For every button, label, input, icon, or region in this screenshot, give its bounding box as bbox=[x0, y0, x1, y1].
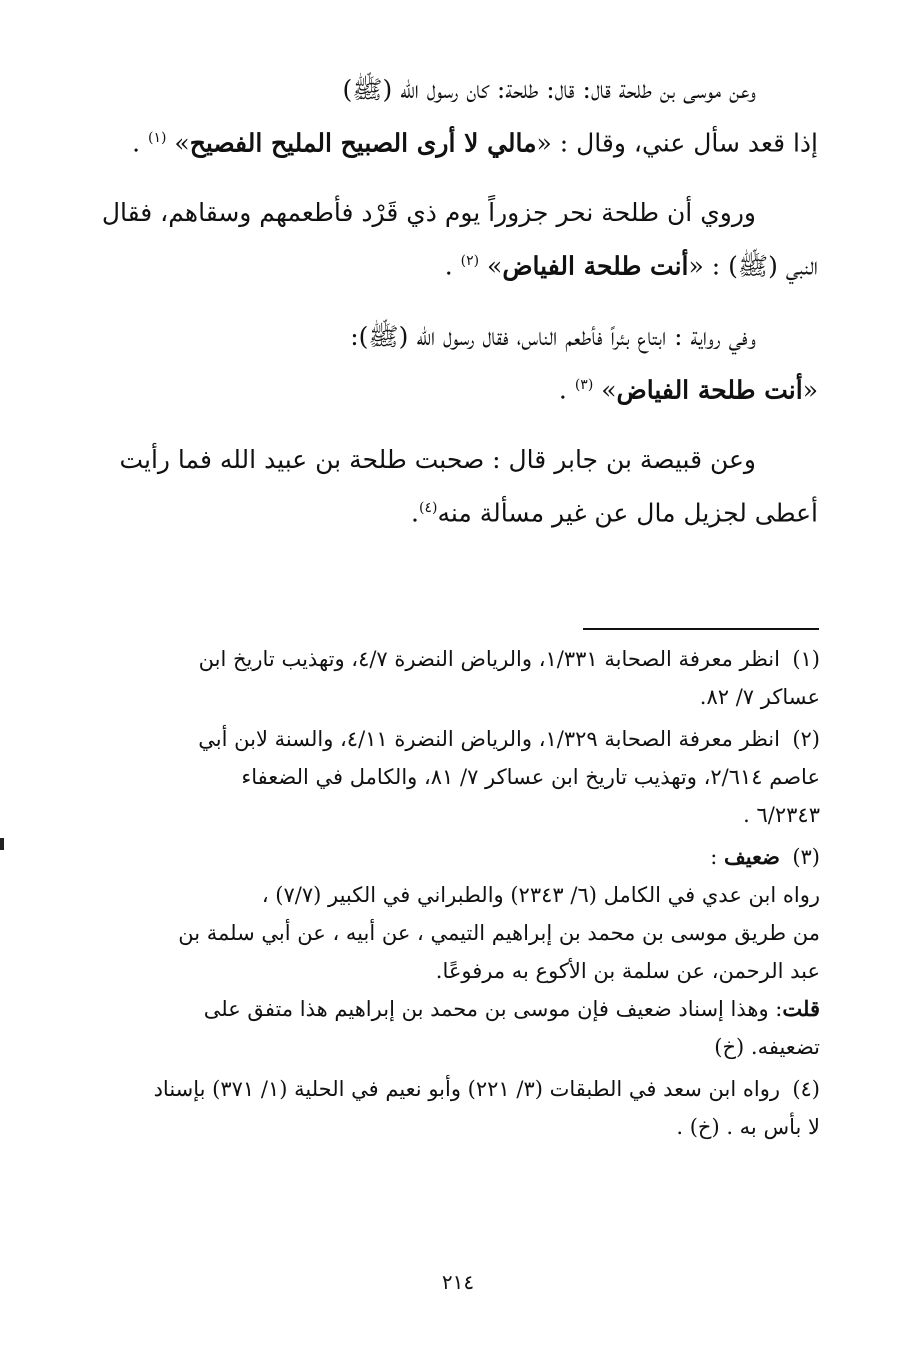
footnote-text: من طريق موسى بن محمد بن إبراهيم التيمي ، عن أبيه ، عن أبي سلمة بن bbox=[178, 921, 820, 945]
hadith-quote-3: أنت طلحة الفياض bbox=[616, 374, 803, 404]
paragraph-3 bbox=[100, 313, 818, 414]
footnote-text: عساكر ٧/ ٨٢. bbox=[699, 685, 820, 709]
paragraph-1 bbox=[100, 66, 818, 167]
footnote-text: انظر معرفة الصحابة ١/٣٢٩، والرياض النضرة ٤/١١، والسنة لابن أبي bbox=[198, 727, 780, 751]
footnote-separator bbox=[583, 628, 819, 630]
footnote-text: لا بأس به . (خ) . bbox=[676, 1115, 820, 1139]
footnote-number: (٤) bbox=[792, 1077, 820, 1101]
footnote-4 bbox=[100, 1070, 820, 1146]
p4-text: أعطى لجزيل مال عن غير مسألة منه bbox=[437, 498, 818, 528]
quote-close: » bbox=[174, 128, 190, 158]
footnote-number: (٣) bbox=[792, 845, 820, 869]
period: . bbox=[411, 498, 419, 528]
p3-line-2 bbox=[100, 361, 818, 414]
footnote-ref-2[interactable]: (٢) bbox=[460, 253, 480, 270]
period: . bbox=[132, 128, 148, 158]
footnote-ref-1[interactable]: (١) bbox=[147, 130, 167, 146]
footnote-2 bbox=[100, 720, 820, 834]
p4-line-2 bbox=[100, 484, 818, 537]
footnote-text: رواه ابن سعد في الطبقات (٣/ ٢٢١) وأبو نعيم في الحلية (١/ ٣٧١) بإسناد bbox=[153, 1077, 780, 1101]
footnotes bbox=[100, 640, 820, 1150]
editor-note-label: قلت bbox=[782, 996, 820, 1021]
p2-line-1: وروي أن طلحة نحر جزوراً يوم ذي قَرْد فأطعمهم وسقاهم، فقال bbox=[101, 198, 756, 228]
footnote-text: : وهذا إسناد ضعيف فإن موسى بن محمد بن إبراهيم هذا متفق على bbox=[203, 997, 783, 1021]
footnote-number: (٢) bbox=[792, 727, 820, 751]
footnote-ref-4[interactable]: (٤) bbox=[419, 499, 438, 516]
footnote-1 bbox=[100, 640, 820, 716]
footnote-text: تضعيفه. (خ) bbox=[714, 1035, 820, 1059]
period: . bbox=[558, 374, 575, 404]
period: . bbox=[444, 251, 461, 281]
footnote-ref-3[interactable]: (٣) bbox=[574, 376, 594, 393]
footnote-text: عاصم ٢/٦١٤، وتهذيب تاريخ ابن عساكر ٧/ ٨١، والكامل في الضعفاء bbox=[241, 765, 820, 789]
quote-close: » bbox=[487, 251, 503, 281]
footnote-text: عبد الرحمن، عن سلمة بن الأكوع به مرفوعًا. bbox=[435, 959, 820, 983]
p2-text: النبي (ﷺ) : « bbox=[688, 251, 818, 281]
footnote-text: ٦/٢٣٤٣ . bbox=[743, 803, 820, 827]
hadith-quote-1: مالي لا أرى الصبيح المليح الفصيح bbox=[189, 128, 537, 158]
p4-line-1: وعن قبيصة بن جابر قال : صحبت طلحة بن عبيد الله فما رأيت bbox=[119, 444, 756, 474]
footnote-number: (١) bbox=[792, 647, 820, 671]
p1-line-2 bbox=[100, 114, 818, 167]
colon: : bbox=[710, 845, 724, 869]
quote-close: » bbox=[601, 374, 617, 404]
paragraph-2 bbox=[100, 189, 818, 290]
paragraph-4 bbox=[100, 436, 818, 537]
p1-text: إذا قعد سأل عني، وقال : « bbox=[536, 128, 818, 158]
footnote-3 bbox=[100, 838, 820, 1066]
p2-line-2 bbox=[100, 237, 818, 290]
p3-line-1: وفي رواية : ابتاع بئراً فأطعم الناس، فقال رسول الله (ﷺ): bbox=[350, 321, 756, 351]
grade-label: ضعيف bbox=[723, 844, 780, 869]
hadith-quote-2: أنت طلحة الفياض bbox=[502, 251, 689, 281]
quote-open: « bbox=[802, 374, 818, 404]
main-text bbox=[100, 66, 818, 559]
page-number: ٢١٤ bbox=[441, 1270, 475, 1294]
scan-edge-mark bbox=[0, 838, 4, 850]
footnote-text: رواه ابن عدي في الكامل (٦/ ٢٣٤٣) والطبراني في الكبير (٧/٧) ، bbox=[261, 883, 820, 907]
footnote-text: انظر معرفة الصحابة ١/٣٣١، والرياض النضرة ٤/٧، وتهذيب تاريخ ابن bbox=[198, 647, 780, 671]
p1-line-1: وعن موسى بن طلحة قال: قال: طلحة: كان رسول الله (ﷺ) bbox=[342, 75, 756, 104]
